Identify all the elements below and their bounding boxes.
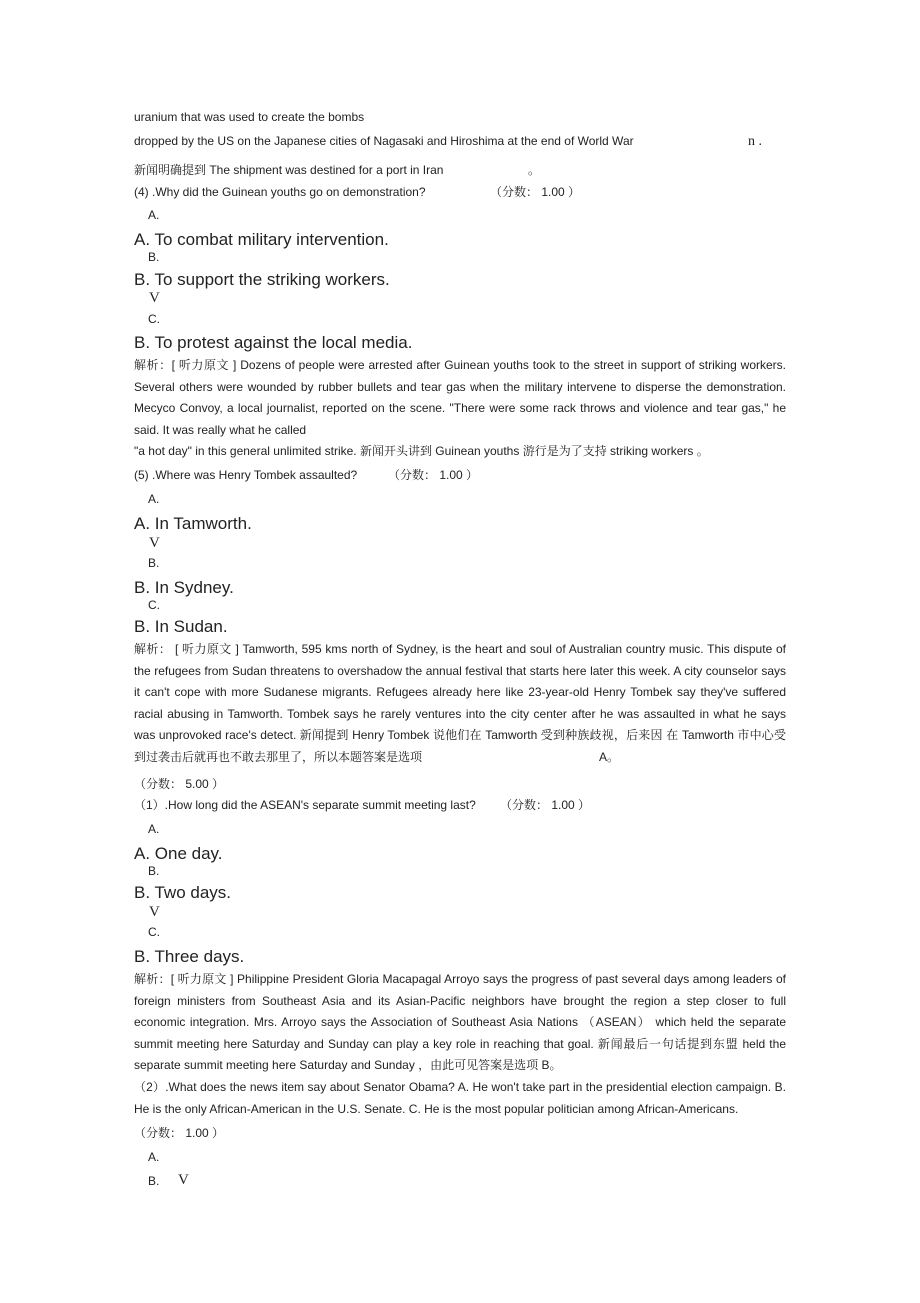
option-letter-b: B. bbox=[148, 1174, 160, 1188]
option-c[interactable]: B. To protest against the local media. bbox=[134, 333, 413, 352]
analysis-text-end: "a hot day" in this general unlimited strike. 新闻开头讲到 Guinean youths 游行是为了支持 striking workers 。 bbox=[134, 444, 709, 458]
option-letter-a: A. bbox=[148, 208, 160, 222]
text-line: uranium that was used to create the bombs bbox=[134, 110, 365, 124]
option-b[interactable]: B. In Sydney. bbox=[134, 578, 234, 597]
analysis-text: 解析：[ 听力原文 ] Dozens of people were arrested after Guinean youths took to the street in support of striking workers. Several others were wounded by rubber bullets and tear gas when the military intervene to disperse the demonstration. Mecyco Convoy, a local journalist, reported on the scene. "There were some rack throws and violence and tear gas," he said. It was really what he called bbox=[134, 358, 786, 437]
section-score: （分数： 5.00 ） bbox=[134, 777, 225, 791]
answer-check-mark: V bbox=[149, 290, 160, 306]
option-b[interactable]: B. Two days. bbox=[134, 883, 232, 902]
question-2: （2）.What does the news item say about Senator Obama? A. He won't take part in the presidential election campaign. B. He is the only African-American in the U.S. Senate. C. He is the most popular politician among African-Americans. bbox=[134, 1080, 786, 1116]
analysis-answer: A。 bbox=[599, 750, 620, 764]
text-line-end: n . bbox=[748, 134, 762, 149]
question-1: （1）.How long did the ASEAN's separate summit meeting last? bbox=[134, 798, 476, 812]
option-letter-c: C. bbox=[148, 312, 160, 326]
option-c[interactable]: B. In Sudan. bbox=[134, 617, 228, 636]
analysis-text: 解析： [ 听力原文 ] Tamworth, 595 kms north of Sydney, is the heart and soul of Australian country music. This dispute of the refugees from Sudan threatens to overshadow the annual festival that starts here later this week. A city counselor says it can't cope with more Sudanese migrants. Refugees already here like 23-year-old Henry Tombek say they've suffered racial abusing in Tamworth. Tombek says he rarely ventures into the city center after he was assaulted in what he says was unprovoked race's detect. 新闻提到 Henry Tombek 说他们在 Tamworth 受到种族歧视，后来因 在 Tamworth 市中心受到过袭击后就再也不敢去那里了，所以本题答案是选项 bbox=[134, 642, 786, 764]
option-letter-b: B. bbox=[148, 864, 160, 878]
question-5: (5) .Where was Henry Tombek assaulted? bbox=[134, 468, 358, 482]
option-a[interactable]: A. One day. bbox=[134, 844, 223, 863]
option-c[interactable]: B. Three days. bbox=[134, 947, 245, 966]
option-a[interactable]: A. To combat military intervention. bbox=[134, 230, 389, 249]
score: （分数： 1.00 ） bbox=[388, 468, 479, 482]
option-letter-b: B. bbox=[148, 556, 160, 570]
score: （分数： 1.00 ） bbox=[134, 1126, 225, 1140]
question-4: (4) .Why did the Guinean youths go on demonstration? bbox=[134, 185, 426, 199]
text-line: 新闻明确提到 The shipment was destined for a port in Iran bbox=[134, 163, 444, 177]
text-line: dropped by the US on the Japanese cities of Nagasaki and Hiroshima at the end of World War bbox=[134, 134, 634, 148]
answer-check-mark: V bbox=[149, 535, 160, 551]
option-letter-a: A. bbox=[148, 1150, 160, 1164]
option-letter-b: B. bbox=[148, 250, 160, 264]
text-line-end: 。 bbox=[528, 163, 541, 177]
score: （分数： 1.00 ） bbox=[500, 798, 591, 812]
option-letter-c: C. bbox=[148, 598, 160, 612]
answer-check-mark: V bbox=[149, 904, 160, 920]
score: （分数： 1.00 ） bbox=[490, 185, 581, 199]
option-b[interactable]: B. To support the striking workers. bbox=[134, 270, 390, 289]
option-letter-c: C. bbox=[148, 925, 160, 939]
option-a[interactable]: A. In Tamworth. bbox=[134, 514, 252, 533]
option-letter-a: A. bbox=[148, 822, 160, 836]
option-letter-a: A. bbox=[148, 492, 160, 506]
answer-check-mark: V bbox=[178, 1172, 189, 1188]
analysis-text: 解析：[ 听力原文 ] Philippine President Gloria Macapagal Arroyo says the progress of past several days among leaders of foreign ministers from Southeast Asia and its Asian-Pacific neighbors have brought the region a step closer to full economic integration. Mrs. Arroyo says the Association of Southeast Asia Nations （ASEAN） which held the separate summit meeting here Saturday and Sunday can play a key role in reaching that goal. 新闻最后一句话提到东盟 held the separate summit meeting here Saturday and Sunday ，由此可见答案是选项 B。 bbox=[134, 972, 786, 1072]
